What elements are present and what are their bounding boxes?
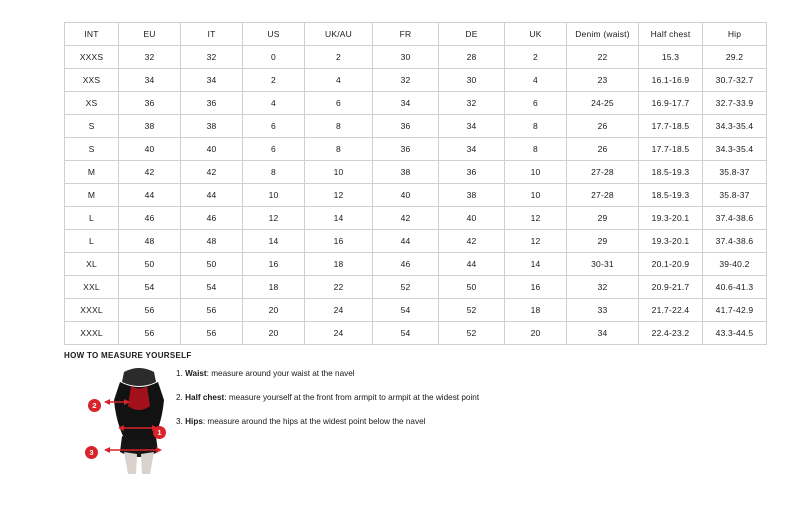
table-cell: 38 (439, 184, 505, 207)
table-cell: 6 (243, 115, 305, 138)
note-term: Waist (185, 369, 207, 378)
note-term: Half chest (185, 393, 225, 402)
table-cell: 42 (119, 161, 181, 184)
table-cell: XS (65, 92, 119, 115)
table-cell: 36 (119, 92, 181, 115)
table-cell: 30 (373, 46, 439, 69)
table-row (65, 115, 767, 138)
table-cell: 17.7-18.5 (639, 115, 703, 138)
table-cell: 34.3-35.4 (703, 115, 767, 138)
table-cell: 12 (305, 184, 373, 207)
table-cell: 46 (119, 207, 181, 230)
table-cell: 56 (119, 322, 181, 345)
measure-notes (176, 368, 606, 440)
table-cell: 28 (439, 46, 505, 69)
note-number: 3. (176, 417, 183, 426)
table-cell: 54 (181, 276, 243, 299)
table-cell: 4 (505, 69, 567, 92)
table-cell: 24 (305, 299, 373, 322)
table-cell: 29.2 (703, 46, 767, 69)
table-cell: 34 (567, 322, 639, 345)
table-cell: 29 (567, 230, 639, 253)
table-cell: 56 (181, 299, 243, 322)
table-cell: 54 (373, 299, 439, 322)
table-cell: 20.9-21.7 (639, 276, 703, 299)
table-row (65, 92, 767, 115)
table-cell: M (65, 184, 119, 207)
table-cell: 18 (305, 253, 373, 276)
table-cell: 8 (505, 115, 567, 138)
table-cell: 20 (243, 322, 305, 345)
table-cell: 40 (119, 138, 181, 161)
note-number: 1. (176, 369, 183, 378)
table-cell: S (65, 138, 119, 161)
column-header-8: Denim (waist) (567, 23, 639, 46)
table-cell: 19.3-20.1 (639, 230, 703, 253)
table-cell: 20 (505, 322, 567, 345)
table-cell: 14 (305, 207, 373, 230)
table-cell: 20.1-20.9 (639, 253, 703, 276)
table-cell: 27-28 (567, 184, 639, 207)
table-cell: 44 (439, 253, 505, 276)
callout-bullet-1: 1 (153, 426, 166, 439)
table-cell: 12 (505, 207, 567, 230)
table-cell: 32 (439, 92, 505, 115)
table-cell: 54 (119, 276, 181, 299)
table-cell: 19.3-20.1 (639, 207, 703, 230)
table-cell: 36 (439, 161, 505, 184)
table-cell: 35.8-37 (703, 161, 767, 184)
table-body (65, 46, 767, 345)
table-cell: 8 (505, 138, 567, 161)
callout-bullet-3: 3 (85, 446, 98, 459)
table-cell: 43.3-44.5 (703, 322, 767, 345)
callout-bullet-2: 2 (88, 399, 101, 412)
table-cell: 16.9-17.7 (639, 92, 703, 115)
table-cell: 10 (305, 161, 373, 184)
table-cell: 29 (567, 207, 639, 230)
table-cell: 30 (439, 69, 505, 92)
column-header-2: IT (181, 23, 243, 46)
table-cell: 34 (181, 69, 243, 92)
table-cell: 36 (373, 115, 439, 138)
table-cell: 40.6-41.3 (703, 276, 767, 299)
table-header-row (65, 23, 767, 46)
table-cell: 8 (305, 115, 373, 138)
table-row (65, 230, 767, 253)
table-cell: 56 (181, 322, 243, 345)
table-cell: 33 (567, 299, 639, 322)
column-header-7: UK (505, 23, 567, 46)
table-cell: 18 (243, 276, 305, 299)
table-cell: 4 (243, 92, 305, 115)
table-row (65, 46, 767, 69)
column-header-9: Half chest (639, 23, 703, 46)
table-cell: M (65, 161, 119, 184)
table-cell: 12 (243, 207, 305, 230)
table-cell: 52 (373, 276, 439, 299)
table-cell: 32 (119, 46, 181, 69)
table-cell: 34 (373, 92, 439, 115)
table-cell: 18.5-19.3 (639, 161, 703, 184)
table-cell: 48 (119, 230, 181, 253)
table-cell: 26 (567, 115, 639, 138)
table-row (65, 276, 767, 299)
table-cell: 22 (567, 46, 639, 69)
table-cell: 12 (505, 230, 567, 253)
table-cell: 22 (305, 276, 373, 299)
table-cell: 38 (373, 161, 439, 184)
table-cell: XXS (65, 69, 119, 92)
table-cell: 24 (305, 322, 373, 345)
table-cell: 42 (181, 161, 243, 184)
table-cell: 2 (305, 46, 373, 69)
table-cell: 14 (505, 253, 567, 276)
table-cell: 34.3-35.4 (703, 138, 767, 161)
table-cell: 46 (181, 207, 243, 230)
table-cell: 41.7-42.9 (703, 299, 767, 322)
table-row (65, 138, 767, 161)
note-term: Hips (185, 417, 203, 426)
table-cell: 8 (243, 161, 305, 184)
table-cell: 2 (505, 46, 567, 69)
table-cell: 34 (119, 69, 181, 92)
table-cell: 26 (567, 138, 639, 161)
list-item (176, 392, 606, 403)
note-number: 2. (176, 393, 183, 402)
table-cell: XXXL (65, 299, 119, 322)
table-cell: 44 (373, 230, 439, 253)
table-cell: 21.7-22.4 (639, 299, 703, 322)
table-cell: 50 (119, 253, 181, 276)
table-cell: 14 (243, 230, 305, 253)
table-cell: 0 (243, 46, 305, 69)
table-row (65, 184, 767, 207)
table-cell: 32.7-33.9 (703, 92, 767, 115)
table-cell: 54 (373, 322, 439, 345)
table-cell: 18.5-19.3 (639, 184, 703, 207)
table-cell: 37.4-38.6 (703, 207, 767, 230)
size-chart-table-container (64, 22, 754, 345)
table-cell: 38 (119, 115, 181, 138)
column-header-5: FR (373, 23, 439, 46)
table-cell: 39-40.2 (703, 253, 767, 276)
list-item (176, 368, 606, 379)
table-cell: 6 (505, 92, 567, 115)
table-cell: 27-28 (567, 161, 639, 184)
table-cell: 18 (505, 299, 567, 322)
table-cell: 16.1-16.9 (639, 69, 703, 92)
note-text: : measure yourself at the front from armpit to armpit at the widest point (224, 393, 480, 402)
table-cell: 50 (439, 276, 505, 299)
table-row (65, 299, 767, 322)
table-cell: 42 (373, 207, 439, 230)
table-cell: 2 (243, 69, 305, 92)
table-cell: 30-31 (567, 253, 639, 276)
table-cell: 16 (243, 253, 305, 276)
table-row (65, 207, 767, 230)
note-text: : measure around the hips at the widest point below the navel (202, 417, 426, 426)
table-cell: 20 (243, 299, 305, 322)
table-cell: 50 (181, 253, 243, 276)
table-cell: 23 (567, 69, 639, 92)
table-cell: 16 (305, 230, 373, 253)
table-cell: 4 (305, 69, 373, 92)
table-cell: 35.8-37 (703, 184, 767, 207)
table-cell: 32 (373, 69, 439, 92)
table-row (65, 253, 767, 276)
table-cell: 24-25 (567, 92, 639, 115)
table-cell: 10 (505, 161, 567, 184)
table-cell: 48 (181, 230, 243, 253)
note-text: : measure around your waist at the navel (206, 369, 355, 378)
table-cell: S (65, 115, 119, 138)
table-cell: 44 (181, 184, 243, 207)
table-cell: XXL (65, 276, 119, 299)
table-row (65, 69, 767, 92)
table-cell: 40 (373, 184, 439, 207)
table-cell: XXXL (65, 322, 119, 345)
table-cell: 42 (439, 230, 505, 253)
table-cell: 52 (439, 322, 505, 345)
table-cell: 30.7-32.7 (703, 69, 767, 92)
column-header-1: EU (119, 23, 181, 46)
table-cell: 52 (439, 299, 505, 322)
column-header-0: INT (65, 23, 119, 46)
table-cell: 6 (305, 92, 373, 115)
list-item (176, 416, 606, 427)
table-cell: 8 (305, 138, 373, 161)
column-header-3: US (243, 23, 305, 46)
table-cell: 40 (181, 138, 243, 161)
size-chart-table (64, 22, 767, 345)
table-cell: 36 (373, 138, 439, 161)
table-row (65, 161, 767, 184)
table-cell: 44 (119, 184, 181, 207)
table-cell: 6 (243, 138, 305, 161)
table-cell: 15.3 (639, 46, 703, 69)
table-cell: 16 (505, 276, 567, 299)
table-cell: 46 (373, 253, 439, 276)
column-header-6: DE (439, 23, 505, 46)
table-cell: 32 (181, 46, 243, 69)
table-cell: XXXS (65, 46, 119, 69)
table-cell: 36 (181, 92, 243, 115)
table-cell: 34 (439, 115, 505, 138)
table-cell: 22.4-23.2 (639, 322, 703, 345)
column-header-4: UK/AU (305, 23, 373, 46)
table-cell: 34 (439, 138, 505, 161)
how-to-measure-title: HOW TO MEASURE YOURSELF (64, 351, 192, 360)
table-cell: 38 (181, 115, 243, 138)
table-cell: L (65, 207, 119, 230)
table-cell: XL (65, 253, 119, 276)
table-cell: 56 (119, 299, 181, 322)
table-cell: 10 (243, 184, 305, 207)
table-cell: 17.7-18.5 (639, 138, 703, 161)
table-cell: 10 (505, 184, 567, 207)
column-header-10: Hip (703, 23, 767, 46)
table-cell: 37.4-38.6 (703, 230, 767, 253)
table-row (65, 322, 767, 345)
table-cell: 32 (567, 276, 639, 299)
table-cell: L (65, 230, 119, 253)
table-cell: 40 (439, 207, 505, 230)
